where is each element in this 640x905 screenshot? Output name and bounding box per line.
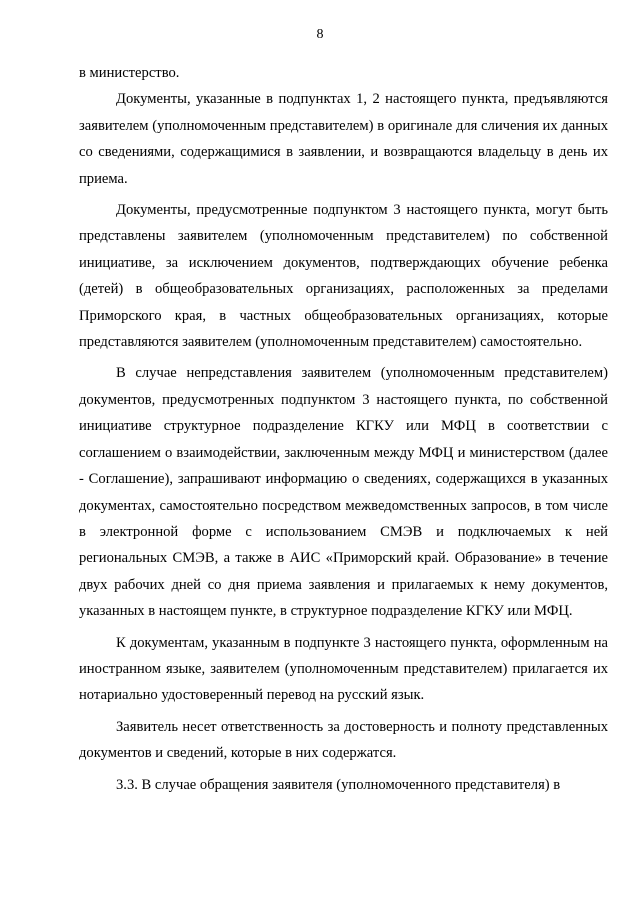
- paragraph-foreign-language: К документам, указанным в подпункте 3 настоящего пункта, оформленным на иностранном языке, заявителем (уполномоченным представителем) прилагается их нотариально удостоверенный перевод на русский язык.: [79, 634, 608, 704]
- page-number: 8: [316, 27, 324, 42]
- document-body: [79, 60, 608, 798]
- paragraph-section-3-3: 3.3. В случае обращения заявителя (уполномоченного представителя) в: [116, 776, 561, 793]
- paragraph-documents-presented: Документы, указанные в подпунктах 1, 2 настоящего пункта, предъявляются заявителем (уполномоченным представителем) в оригинале для сличения их данных со сведениями, содержащимися в заявлении, и возвращаются владельцу в день их приема.: [79, 91, 608, 187]
- paragraph-continuation: в министерство.: [79, 65, 180, 81]
- paragraph-interagency-requests: В случае непредставления заявителем (уполномоченным представителем) документов, предусмотренных подпунктом 3 настоящего пункта, по собственной инициативе структурное подразделение КГКУ или МФЦ в соответствии с соглашением о взаимодействии, заключенным между МФЦ и министерством (далее - Соглашение), запрашивают информацию о сведениях, содержащихся в указанных документах, самостоятельно посредством межведомственных запросов, в том числе в электронной форме с использованием СМЭВ и подключаемых к ней региональных СМЭВ, а также в АИС «Приморский край. Образование» в течение двух рабочих дней со дня приема заявления и прилагаемых к нему документов, указанных в настоящем пункте, в структурное подразделение КГКУ или МФЦ.: [79, 365, 608, 620]
- paragraph-own-initiative: Документы, предусмотренные подпунктом 3 настоящего пункта, могут быть представлены заявителем (уполномоченным представителем) по собственной инициативе, за исключением документов, подтверждающих обучение ребенка (детей) в общеобразовательных организациях, расположенных за пределами Приморского края, в частных общеобразовательных организациях, которые представляются заявителем (уполномоченным представителем) самостоятельно.: [79, 202, 608, 351]
- paragraph-responsibility: Заявитель несет ответственность за достоверность и полноту представленных документов и сведений, которые в них содержатся.: [79, 718, 608, 762]
